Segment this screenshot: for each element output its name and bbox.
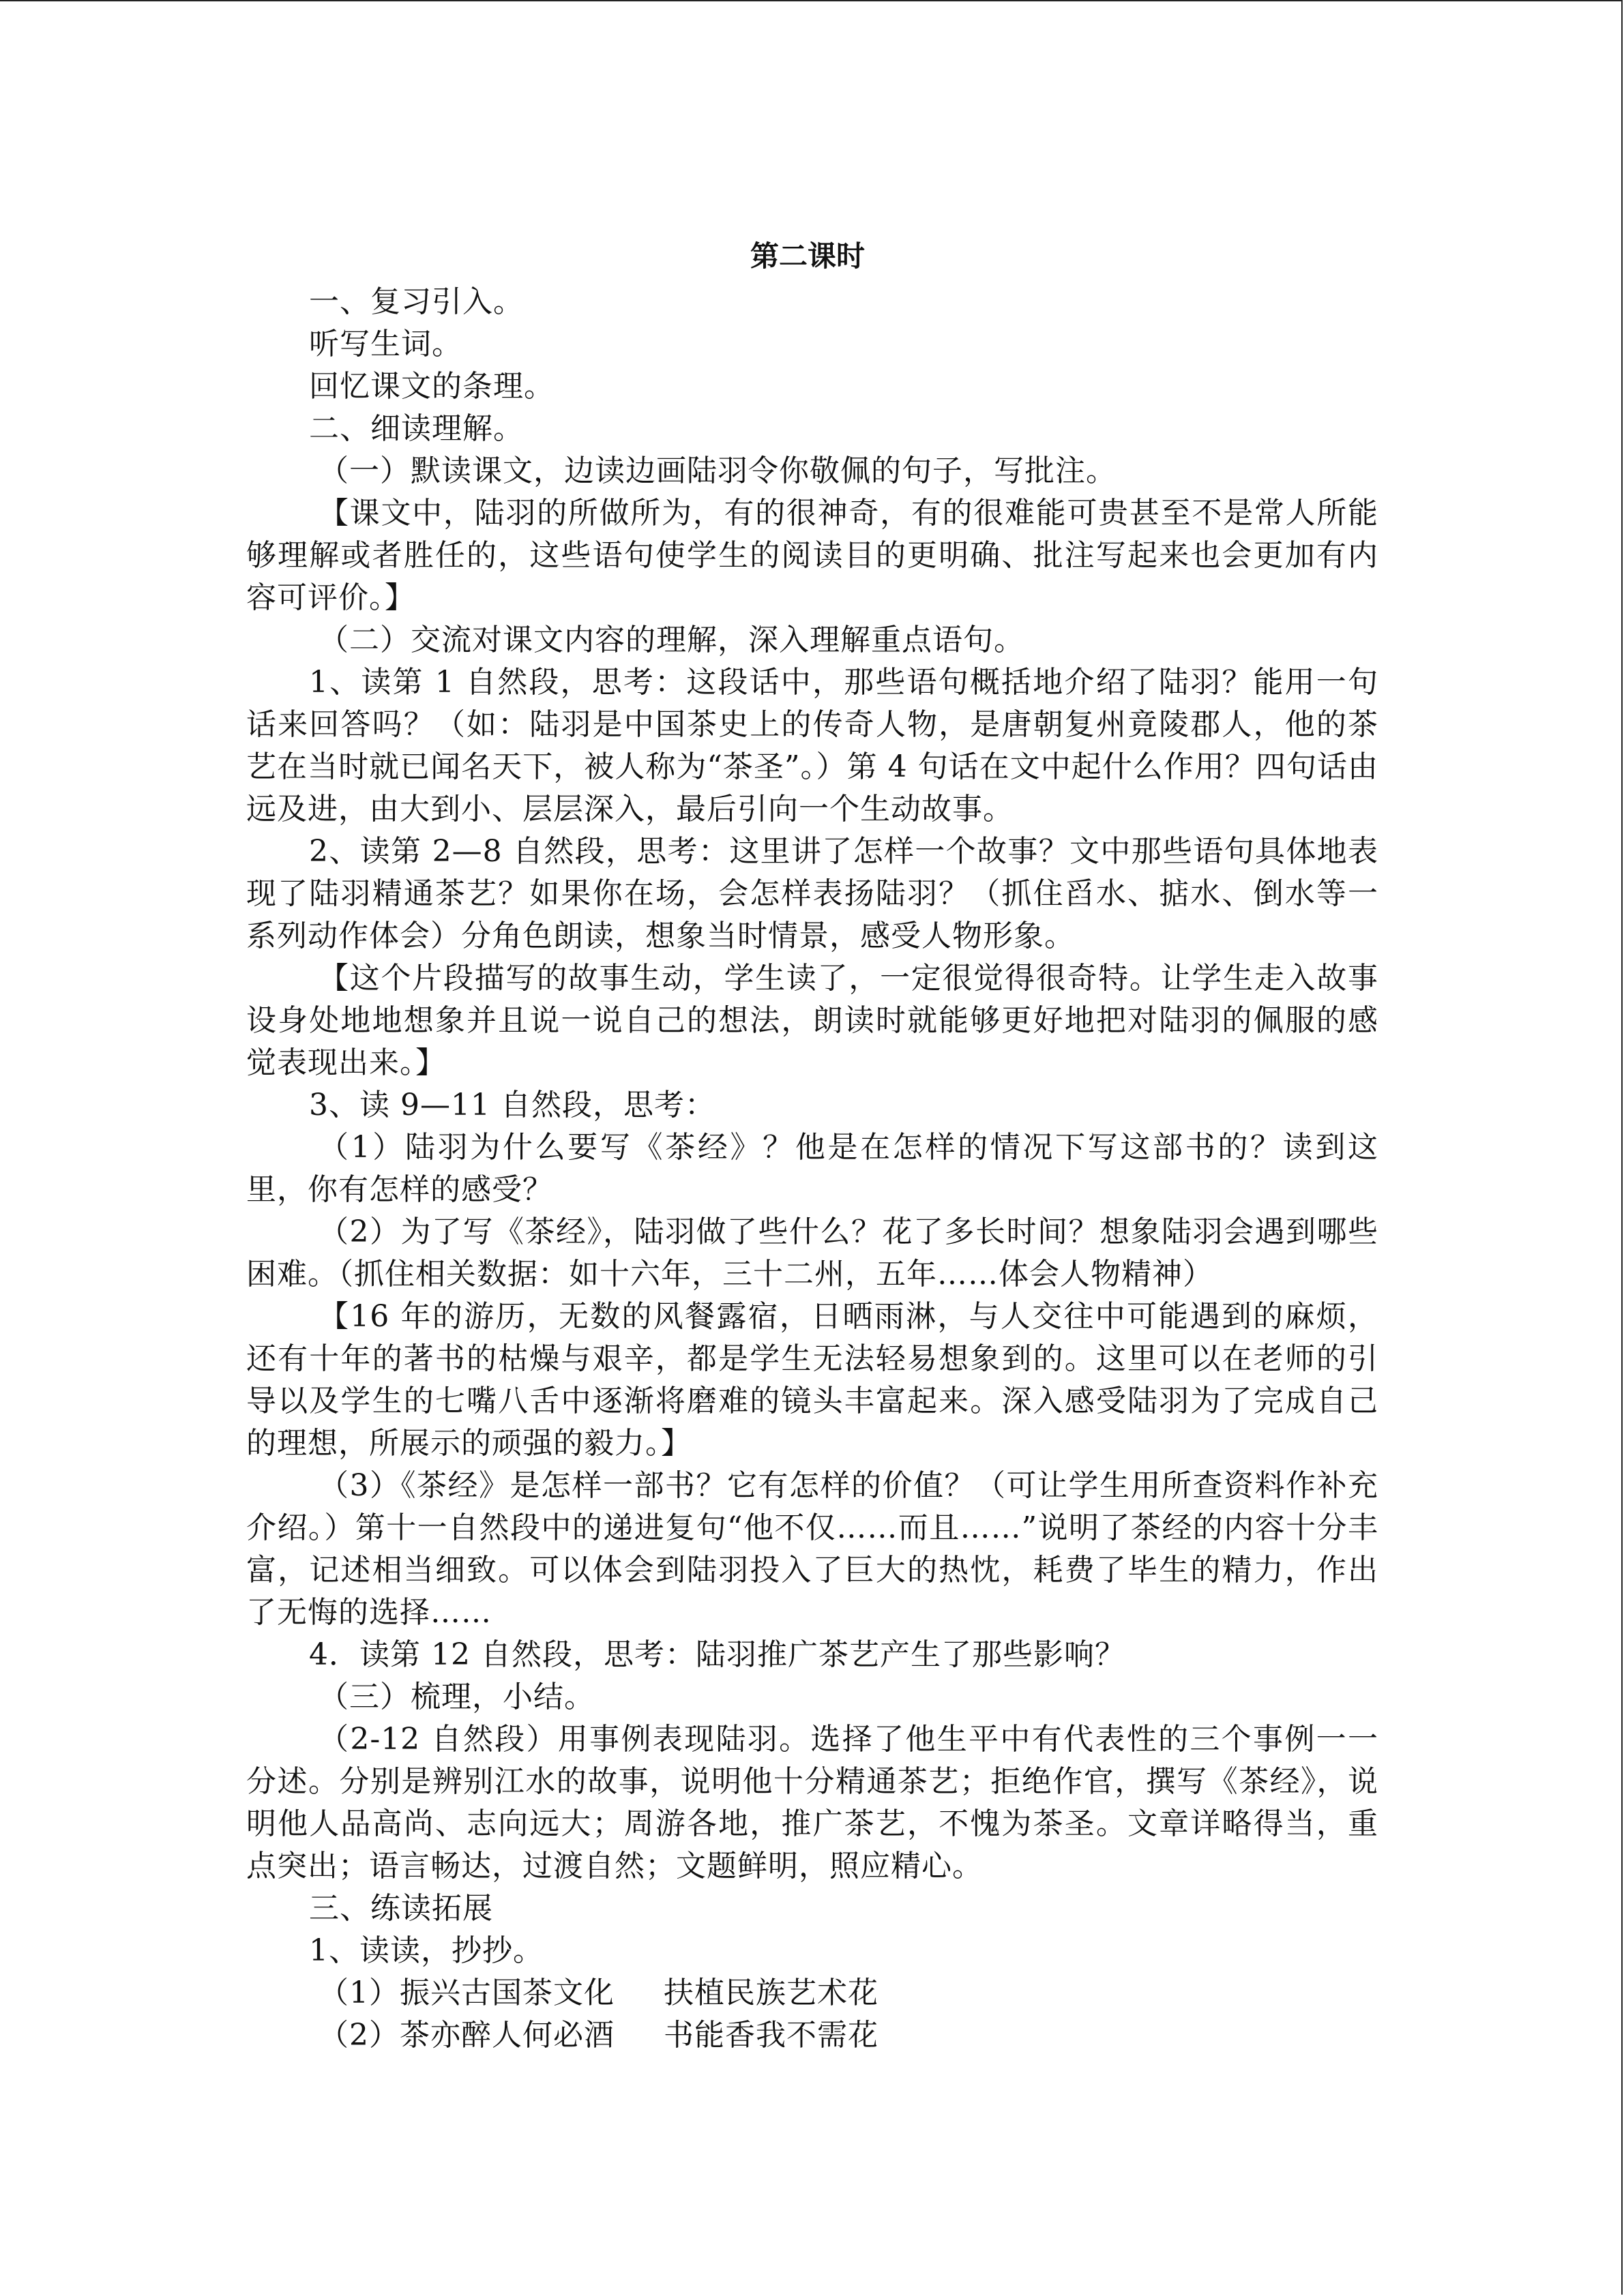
paragraph-silent-reading: （一）默读课文，边读边画陆羽令你敬佩的句子，写批注。 [319, 453, 1117, 488]
paragraph-dictation: 听写生词。 [309, 327, 462, 361]
paragraph-read-copy: 1、读读，抄抄。 [309, 1933, 544, 1968]
phrase-row [246, 2014, 1378, 2057]
section-heading-close-reading: 二、细读理解。 [309, 411, 524, 446]
note-annotation-purpose: 【课文中，陆羽的所做所为，有的很神奇，有的很难能可贵甚至不是常人所能够理解或者胜任的，这些语句使学生的阅读目的更明确、批注写起来也会更加有内容可评价。】 [246, 496, 1378, 615]
paragraph-question-4: 4．读第 12 自然段，思考：陆羽推广茶艺产生了那些影响？ [309, 1637, 1125, 1672]
paragraph-subquestion-3: （3）《茶经》是怎样一部书？它有怎样的价值？（可让学生用所查资料作补充介绍。）第十一自然段中的递进复句“他不仅……而且……”说明了茶经的内容十分丰富，记述相当细致。可以体会到陆羽投入了巨大的热忱，耗费了毕生的精力，作出了无悔的选择…… [246, 1468, 1378, 1630]
paragraph-subquestion-2: （2）为了写《茶经》，陆羽做了些什么？花了多长时间？想象陆羽会遇到哪些困难。（抓住相关数据：如十六年，三十二州，五年……体会人物精神） [246, 1214, 1378, 1292]
paragraph-question-1: 1、读第 1 自然段，思考：这段话中，那些语句概括地介绍了陆羽？能用一句话来回答吗？（如：陆羽是中国茶史上的传奇人物，是唐朝复州竟陵郡人，他的茶艺在当时就已闻名天下，被人称为“茶圣”。）第 4 句话在文中起什么作用？四句话由远及进，由大到小、层层深入，最后引向一个生动故事。 [246, 665, 1378, 826]
note-story-vivid: 【这个片段描写的故事生动，学生读了，一定很觉得很奇特。让学生走入故事设身处地地想象并且说一说自己的想法，朗读时就能够更好地把对陆羽的佩服的感觉表现出来。】 [246, 961, 1378, 1080]
paragraph-question-2: 2、读第 2—8 自然段，思考：这里讲了怎样一个故事？文中那些语句具体地表现了陆羽精通茶艺？如果你在场，会怎样表扬陆羽？（抓住舀水、掂水、倒水等一系列动作体会）分角色朗读，想象当时情景，感受人物形象。 [246, 834, 1378, 953]
phrase-label: （1）振兴古国茶文化 [319, 1976, 615, 2010]
paragraph-summary-heading: （三）梳理，小结。 [319, 1680, 595, 1714]
section-heading-practice: 三、练读拓展 [309, 1891, 493, 1926]
phrase-pair: 书能香我不需花 [664, 2018, 879, 2053]
paragraph-subquestion-1: （1）陆羽为什么要写《茶经》？他是在怎样的情况下写这部书的？读到这里，你有怎样的感受？ [246, 1130, 1378, 1207]
paragraph-summary: （2-12 自然段）用事例表现陆羽。选择了他生平中有代表性的三个事例一一分述。分别是辨别江水的故事，说明他十分精通茶艺；拒绝作官，撰写《茶经》，说明他人品高尚、志向远大；周游各地，推广茶艺，不愧为茶圣。文章详略得当，重点突出；语言畅达，过渡自然；文题鲜明，照应精心。 [246, 1722, 1378, 1883]
note-travel-hardship: 【16 年的游历，无数的风餐露宿，日晒雨淋，与人交往中可能遇到的麻烦，还有十年的著书的枯燥与艰辛，都是学生无法轻易想象到的。这里可以在老师的引导以及学生的七嘴八舌中逐渐将磨难的镜头丰富起来。深入感受陆羽为了完成自己的理想，所展示的顽强的毅力。】 [246, 1299, 1378, 1461]
phrase-pair: 扶植民族艺术花 [664, 1976, 879, 2010]
paragraph-exchange: （二）交流对课文内容的理解，深入理解重点语句。 [319, 623, 1024, 657]
document-body [246, 235, 1378, 2057]
paragraph-recall: 回忆课文的条理。 [309, 369, 555, 404]
phrase-label: （2）茶亦醉人何必酒 [319, 2018, 615, 2053]
phrase-row [246, 1972, 1378, 2014]
page-title: 第二课时 [750, 239, 865, 273]
paragraph-question-3: 3、读 9—11 自然段，思考： [309, 1088, 715, 1122]
section-heading-review: 一、复习引入。 [309, 284, 524, 319]
